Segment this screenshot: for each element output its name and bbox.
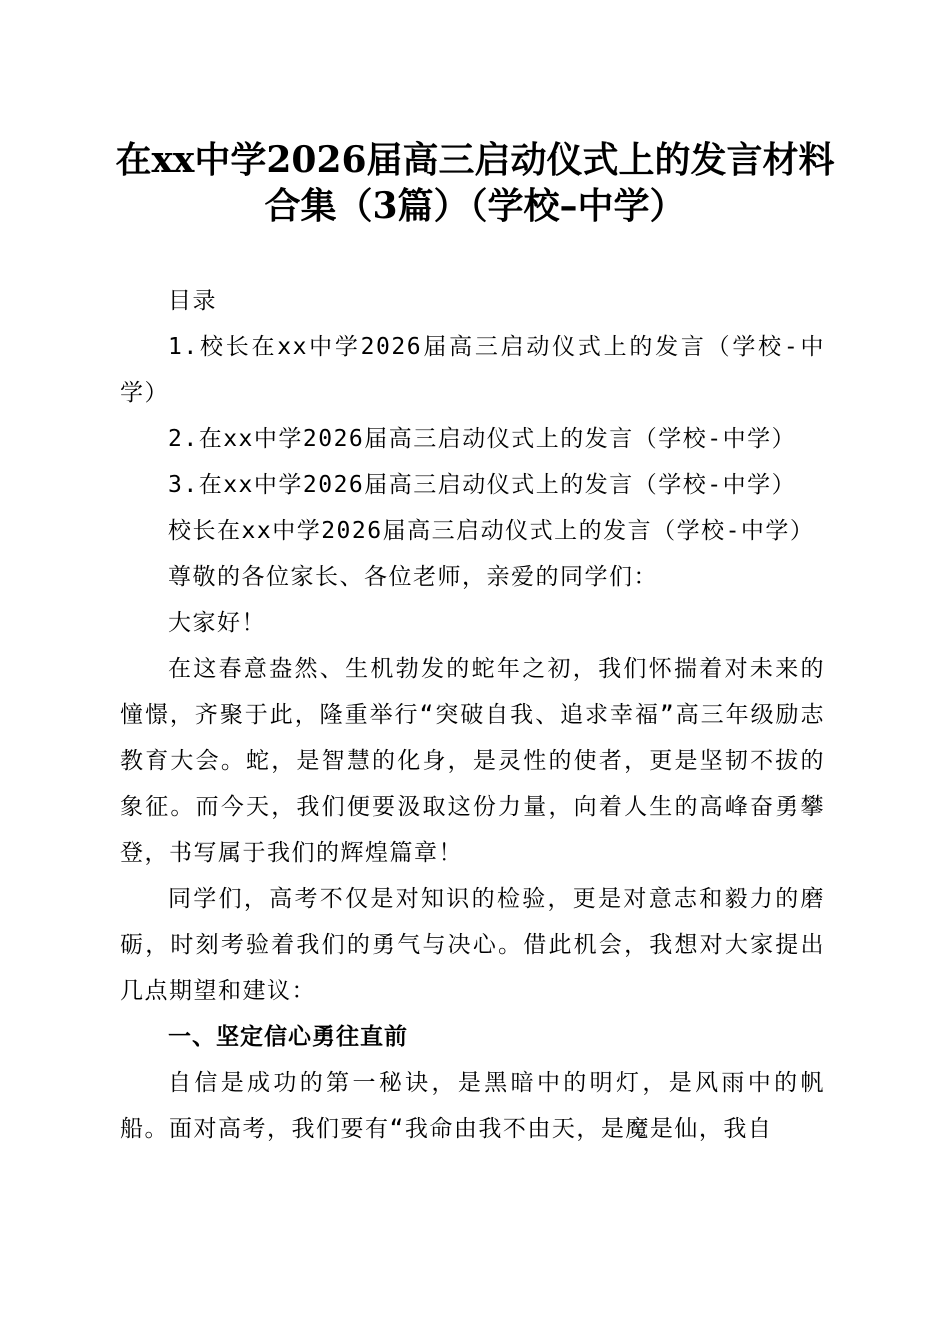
speech-title: 校长在xx中学2026届高三启动仪式上的发言（学校-中学） (168, 518, 815, 544)
paragraph: 同学们，高考不仅是对知识的检验，更是对意志和毅力的磨砺，时刻考验着我们的勇气与决心。借此机会，我想对大家提出几点期望和建议： (120, 886, 825, 1004)
toc-item: 3.在xx中学2026届高三启动仪式上的发言（学校-中学） (168, 472, 797, 498)
toc-heading: 目录 (168, 288, 217, 314)
section-heading: 一、坚定信心勇往直前 (168, 1024, 408, 1050)
salutation: 尊敬的各位家长、各位老师，亲爱的同学们： (168, 564, 658, 590)
document-title-line-2: 合集（3篇）（学校–中学） (264, 185, 686, 227)
toc-item: 2.在xx中学2026届高三启动仪式上的发言（学校-中学） (168, 426, 797, 452)
toc-item: 1.校长在xx中学2026届高三启动仪式上的发言（学校-中学） (120, 334, 825, 406)
document-title-line-1: 在xx中学2026届高三启动仪式上的发言材料 (115, 139, 835, 181)
greeting: 大家好！ (168, 610, 266, 636)
paragraph: 自信是成功的第一秘诀，是黑暗中的明灯，是风雨中的帆船。面对高考，我们要有“我命由我不由天，是魔是仙，我自 (120, 1070, 825, 1142)
document-body (120, 278, 825, 1152)
paragraph: 在这春意盎然、生机勃发的蛇年之初，我们怀揣着对未来的憧憬，齐聚于此，隆重举行“突破自我、追求幸福”高三年级励志教育大会。蛇，是智慧的化身，是灵性的使者，更是坚韧不拔的象征。而今天，我们便要汲取这份力量，向着人生的高峰奋勇攀登，书写属于我们的辉煌篇章！ (120, 656, 825, 866)
